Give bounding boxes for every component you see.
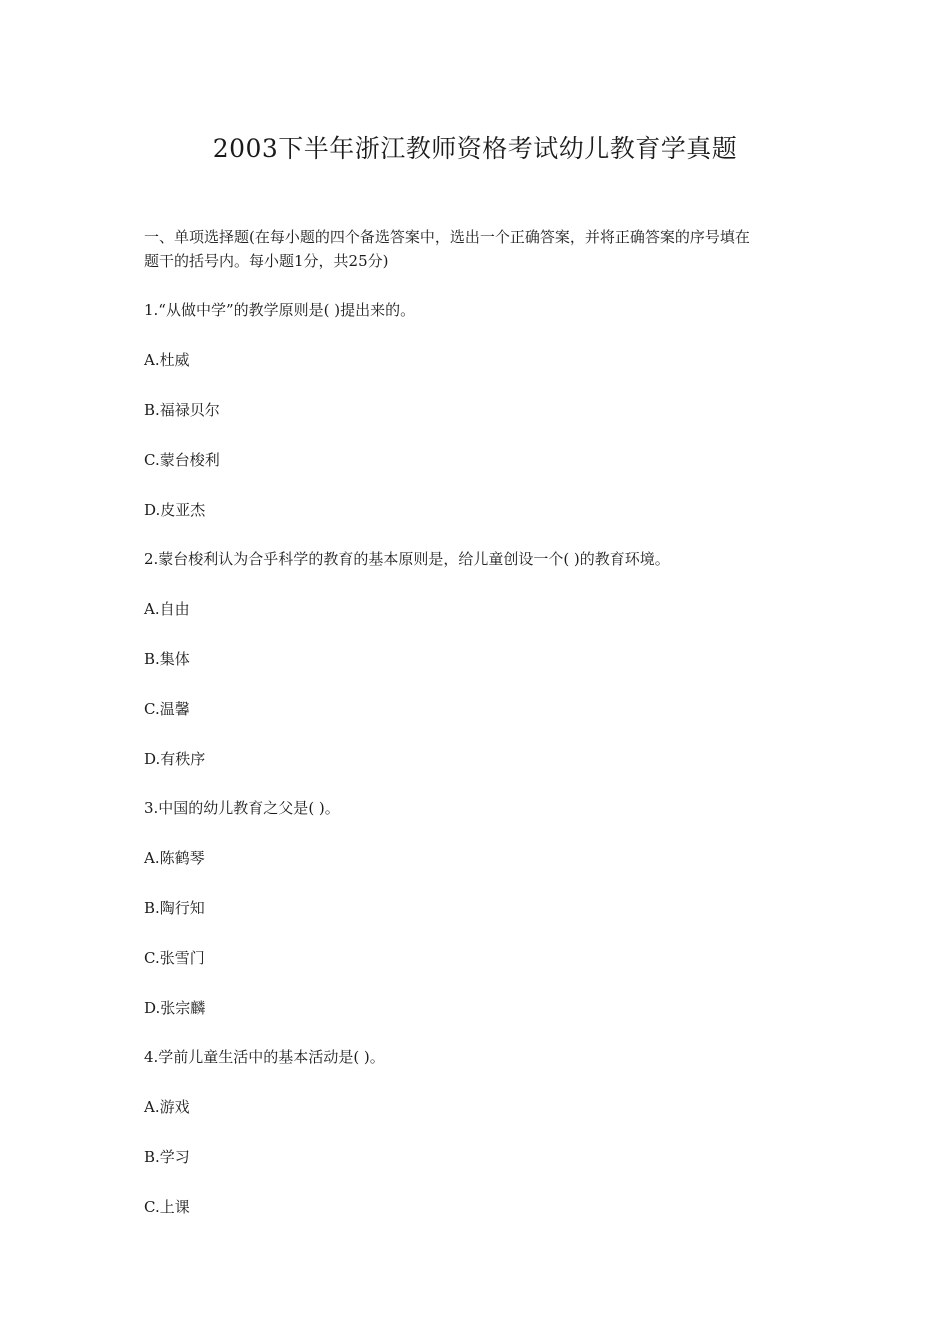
question-2-stem: 2.蒙台梭利认为合乎科学的教育的基本原则是，给儿童创设一个( )的教育环境。 bbox=[144, 550, 670, 568]
instructions-line-1: 一、单项选择题(在每小题的四个备选答案中，选出一个正确答案，并将正确答案的序号填在 bbox=[144, 228, 750, 246]
question-2-option-b: B.集体 bbox=[144, 650, 190, 668]
question-2-option-a: A.自由 bbox=[144, 600, 190, 618]
question-4-option-b: B.学习 bbox=[144, 1148, 190, 1166]
document-title: 2003下半年浙江教师资格考试幼儿教育学真题 bbox=[212, 134, 738, 163]
question-3-stem: 3.中国的幼儿教育之父是( )。 bbox=[144, 799, 340, 817]
question-4-stem: 4.学前儿童生活中的基本活动是( )。 bbox=[144, 1048, 385, 1066]
question-1-stem: 1.“从做中学”的教学原则是( )提出来的。 bbox=[144, 301, 416, 319]
question-2-option-d: D.有秩序 bbox=[144, 750, 206, 768]
question-1-option-c: C.蒙台梭利 bbox=[144, 451, 220, 469]
instructions-line-2: 题干的括号内。每小题1分，共25分) bbox=[144, 252, 389, 270]
question-3-option-b: B.陶行知 bbox=[144, 899, 205, 917]
question-3-option-c: C.张雪门 bbox=[144, 949, 205, 967]
question-3-option-a: A.陈鹤琴 bbox=[144, 849, 205, 867]
question-1-option-b: B.福禄贝尔 bbox=[144, 401, 220, 419]
question-3-option-d: D.张宗麟 bbox=[144, 999, 206, 1017]
question-1-option-a: A.杜威 bbox=[144, 351, 190, 369]
question-1-option-d: D.皮亚杰 bbox=[144, 501, 206, 519]
question-2-option-c: C.温馨 bbox=[144, 700, 190, 718]
question-4-option-c: C.上课 bbox=[144, 1198, 190, 1216]
question-4-option-a: A.游戏 bbox=[144, 1098, 190, 1116]
